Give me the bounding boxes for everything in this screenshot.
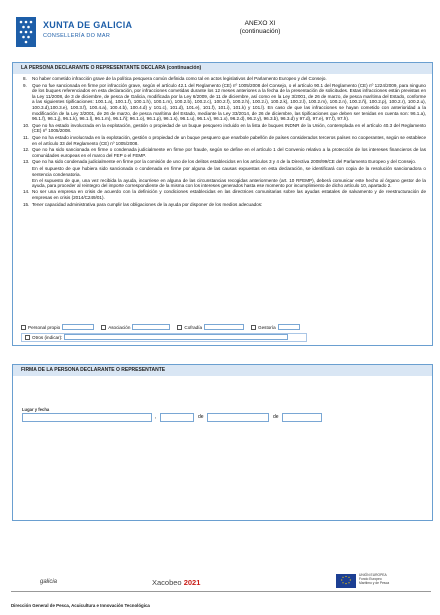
item-number: 9. [23, 82, 27, 88]
checkbox[interactable] [251, 325, 256, 330]
annex-sublabel: (continuación) [239, 28, 281, 35]
option-label: Gestoría [258, 324, 276, 330]
item-number: 11. [23, 134, 30, 140]
item-number: 12. [23, 147, 30, 153]
eu-flag-icon [336, 574, 356, 588]
item-number: 8. [23, 76, 27, 81]
checkbox[interactable] [101, 325, 106, 330]
item-number: 14. [23, 189, 30, 195]
de-label-1: de [198, 414, 204, 420]
option-label: Personal propio [28, 324, 61, 330]
declaration-items [13, 74, 432, 207]
item-number: 15. [23, 201, 30, 207]
options-row [21, 322, 381, 332]
option-otros[interactable] [21, 333, 307, 342]
item-number: 13. [23, 159, 30, 165]
list-item [23, 83, 426, 122]
month-input[interactable] [207, 413, 269, 422]
list-item [23, 189, 426, 200]
item-text: No ser una empresa en crisis de acuerdo con la definición y condiciones establecidas en las directrices comunitarias sobre las ayudas estatales de salvamento y de reestructuración de empresas en crisis (2014/C249/01). [32, 189, 426, 201]
day-input[interactable] [160, 413, 194, 422]
footer-divider [11, 591, 431, 592]
header [0, 0, 440, 58]
option-personal-propio[interactable] [21, 324, 94, 330]
list-item [23, 135, 426, 146]
item-text: Que no ha sido condenada judicialmente en firme por la comisión de uno de los delitos establecidos en los artículos 3 y 4 de la Directiva 2008/99/CE del Parlamento Europeo y del Consejo. [32, 159, 417, 165]
option-asociacion[interactable] [101, 324, 170, 330]
checkbox[interactable] [25, 335, 30, 340]
de-label-2: de [273, 414, 279, 420]
option-label: Otros (indicar): [32, 334, 63, 340]
xacobeo-year: 2021 [183, 578, 201, 587]
option-field [204, 324, 244, 330]
item-text: Que no ha estado involucrada en la explotación, gestión o propiedad de un buque pesquero que enarbole pabellón de países considerados terceros países no cooperantes, según se establece en el artículo 33 del Reglamento (CE) nº 1005/2008. [32, 134, 426, 146]
dept-name: CONSELLERÍA DO MAR [43, 33, 111, 39]
place-date-label: Lugar y fecha [22, 407, 50, 412]
list-item [23, 123, 426, 134]
other-row [21, 332, 381, 342]
signature-title: FIRMA DE LA PERSONA DECLARANTE O REPRESENTANTE [13, 365, 432, 376]
list-item [23, 76, 426, 82]
place-date-row [22, 413, 422, 422]
item-text: Que no ha sido sancionada en firme o condenada judicialmente en firme por fraude, según se define en el artículo 1 del Convenio relativo a la protección de los intereses financieros de las comunidades europeas en el marco del FEP o el FEMP. [32, 147, 426, 158]
org-name: XUNTA DE GALICIA [43, 20, 133, 30]
signature-panel [12, 364, 433, 521]
option-field [62, 324, 94, 330]
list-item [23, 202, 426, 208]
option-gestoria[interactable] [251, 324, 300, 330]
annex-label: ANEXO XI [244, 20, 276, 27]
sub-item-text: En el supuesto de que, una vez recibida la ayuda, incurriese en alguna de las circunstancias recogidas anteriormente (art. 10 RFEMP), deberá comunicar este hecho al órgano gestor de la ayuda, para proceder al reintegro del importe correspondiente de la misma con los intereses generados hasta ese momento por incumplimiento de dicho artículo 10, apartado 2. [32, 177, 426, 189]
xacobeo-prefix: Xacobeo [152, 578, 182, 587]
item-text: No haber cometido infracción grave de la política pesquera común definida como tal en actos legislativos del Parlamento Europeo y del Consejo. [32, 76, 327, 81]
place-input[interactable] [22, 413, 152, 422]
capacity-options [21, 322, 381, 342]
declaration-title: LA PERSONA DECLARANTE O REPRESENTANTE DECLARA (continuación) [13, 63, 432, 74]
list-item [23, 159, 426, 165]
checkbox[interactable] [177, 325, 182, 330]
sub-item-text: En el supuesto de que hubiera sido sancionada o condenada en firme por alguna de las causas expuestas en esta declaración, se identificará con copia de la resolución sancionadora o sentencia condenatoria. [32, 165, 426, 177]
item-number: 10. [23, 122, 30, 128]
option-label: Asociación [108, 324, 131, 330]
option-cofradia[interactable] [177, 324, 244, 330]
checkbox[interactable] [21, 325, 26, 330]
list-sub-item [23, 166, 426, 177]
eu-line: Fondo Europeo [359, 576, 382, 581]
galicia-logo: galicia [40, 579, 58, 585]
year-input[interactable] [282, 413, 322, 422]
list-item [23, 147, 426, 158]
item-text: Tener capacidad administrativa para cumplir las obligaciones de la ayuda por disponer de los medios adecuados: [32, 201, 263, 207]
list-sub-item [23, 178, 426, 189]
eu-fund-text [359, 574, 389, 585]
item-text: Que no fue sancionada en firme por infracción grave, según el artículo 42.1 del Reglamento (CE) nº 1005/2008 del Consejo, o el artículo 90.1 del Reglamento (CE) nº 1224/2009, para ninguno de los buques referenciados en esta declaración, por infracciones cometidas durante los 12 meses anteriores a la fecha de la presentación de solicitudes. Estas infracciones están previstas en la Ley 11/2008, de 3 de diciembre, de pesca de Galicia, modificada por la Ley 6/2009, de 11 de diciembre, así como en la Ley 3/2001, de 26 de marzo, de pesca marítima del Estado, conforme a las siguientes tipificaciones: 100.1.a), 100.1.f), 100.1.h), 100.1.m), 100.2.b), 100.2.c), 100.2.f), 100.2.h), 100.2.i), 100.2.k), 100.2.l), 100.2.m), 100.2.n), 100.2.ñ), 100.2.p), 100.2.r), 100.2.u), 100.3.d),100.3.e), 100.3.f), 100.4.a), 100.4.b), 100.4.d) y 101.c), 101.d), 101.e), 101.f), 101.i), 101.k) y 101.l). En caso de que las infracciones se hayan cometido con anterioridad a la modificación de la Ley 3/2001, de 26 de marzo, de pesca marítima del Estado, mediante la Ley 33/2014, de 26 de diciembre, las tipificaciones que deben ser tenidas en cuenta son: 96.1.a), 96.1.f), 96.1.j), 96.1.k), 96.1.l), 96.1.m), 96.1.ñ); 96.1.o), 96.1.p), 96.1.s), 96.1.u), 96.1.v), 96.1.x), 96.2.d), 96.2.y), 96.3.b), 96.3.d) y 97.d), 97.e), 97.f), 97.h). [32, 82, 426, 122]
item-text: Que no ha estado involucrada en la explotación, gestión o propiedad de un buque pesquero incluido en la lista de buques INDNR de la Unión, contemplada en el artículo 40.3 del Reglamento (CE) nº 1005/2008. [32, 122, 426, 134]
other-input[interactable] [64, 334, 288, 340]
footer [0, 560, 440, 615]
option-field [278, 324, 300, 330]
xacobeo-logo [152, 578, 200, 587]
option-label: Cofradía [184, 324, 203, 330]
eu-line: UNIÓN EUROPEA [359, 573, 387, 577]
comma-separator: , [155, 414, 157, 420]
declaration-panel [12, 62, 433, 346]
xunta-logo-icon [16, 17, 36, 47]
footer-department: Dirección General de Pesca, Acuicultura e Innovación Tecnológica [11, 603, 150, 608]
option-field [132, 324, 170, 330]
annex-title [200, 20, 320, 36]
eu-line: Marítimo y de Pesca [359, 580, 390, 585]
